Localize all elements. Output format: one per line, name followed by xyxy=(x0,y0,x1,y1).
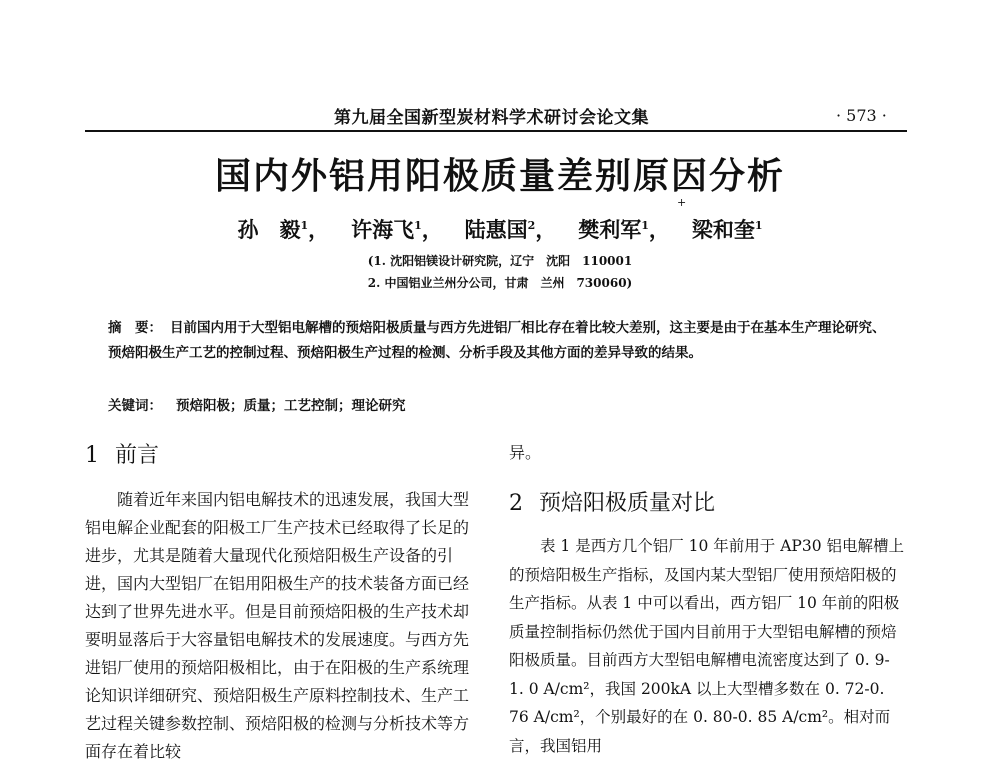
header-rule xyxy=(85,130,907,132)
affiliation-line: (1. 沈阳铝镁设计研究院，辽宁 沈阳 110001 xyxy=(367,254,633,268)
stray-mark: + xyxy=(677,196,687,209)
abstract-label: 摘 要： xyxy=(108,320,162,336)
section-number: 2 xyxy=(509,491,523,516)
section-2-body xyxy=(509,532,904,760)
section-number: 1 xyxy=(85,443,99,468)
keywords-text: 预焙阳极；质量；工艺控制；理论研究 xyxy=(176,398,406,414)
keywords-label: 关键词： xyxy=(108,398,162,414)
author-name: 许海飞 xyxy=(351,217,415,242)
column-2-continuation: 异。 xyxy=(509,443,542,462)
paper-title: 国内外铝用阳极质量差别原因分析 xyxy=(214,156,785,197)
section-title: 预焙阳极质量对比 xyxy=(539,491,716,516)
keywords xyxy=(108,394,888,414)
page-number: · 573 · xyxy=(836,106,887,125)
abstract-text: 目前国内用于大型铝电解槽的预焙阳极质量与西方先进铝厂相比存在着比较大差别，这主要是由于在基本生产理论研究、预焙阳极生产工艺的控制过程、预焙阳极生产过程的检测、分析手段及其他方面的差异导致的结果。 xyxy=(108,320,886,361)
paragraph: 随着近年来国内铝电解技术的迅速发展，我国大型铝电解企业配套的阳极工厂生产技术已经取得了长足的进步，尤其是随着大量现代化预焙阳极生产设备的引进，国内大型铝厂在铝用阳极生产的技术装备方面已经达到了世界先进水平。但是目前预焙阳极的生产技术却要明显落后于大容量铝电解技术的发展速度。与西方先进铝厂使用的预焙阳极相比，由于在阳极的生产系统理论知识详细研究、预焙阳极生产原料控制技术、生产工艺过程关键参数控制、预焙阳极的检测与分析技术等方面存在着比较 xyxy=(85,490,470,761)
section-1-body xyxy=(85,486,475,766)
author-name: 孙 毅 xyxy=(237,217,301,242)
section-title: 前言 xyxy=(115,443,160,468)
author-affiliation-mark: 1 xyxy=(641,219,649,232)
section-1-heading xyxy=(85,438,159,469)
section-2-heading xyxy=(509,486,715,517)
author-affiliation-mark: 1 xyxy=(300,219,309,232)
proceedings-title: 第九届全国新型炭材料学术研讨会论文集 xyxy=(334,108,649,128)
affiliation-line: 2. 中国铝业兰州分公司，甘肃 兰州 730060) xyxy=(367,276,633,290)
paragraph: 表 1 是西方几个铝厂 10 年前用于 AP30 铝电解槽上的预焙阳极生产指标，及国内某大型铝厂使用预焙阳极的生产指标。从表 1 中可以看出，西方铝厂 10 年前的阳极质量控制指标仍然优于国内目前用于大型铝电解槽的预焙阳极质量。目前西方大型铝电解槽电流密度达到了 0. 9-1. 0 A/cm²，我国 200kA 以上大型槽多数在 0. 72-0. 76 A/cm²，个别最好的在 0. 80-0. 85 A/cm²。相对而言，我国铝用 xyxy=(509,537,904,755)
author-affiliation-mark: 2 xyxy=(527,219,536,232)
author-list: 孙 毅$^1$， 许海飞$^1$， 陆惠国$^2$， 樊利军$^1$， 梁和奎$^1$ xyxy=(237,217,763,242)
author-affiliation-mark: 1 xyxy=(414,219,422,232)
author-name: 陆惠国 xyxy=(464,217,528,242)
author-name: 樊利军 xyxy=(578,217,642,242)
abstract xyxy=(108,316,888,366)
author-affiliation-mark: 1 xyxy=(754,219,763,232)
author-name: 梁和奎 xyxy=(691,217,755,242)
